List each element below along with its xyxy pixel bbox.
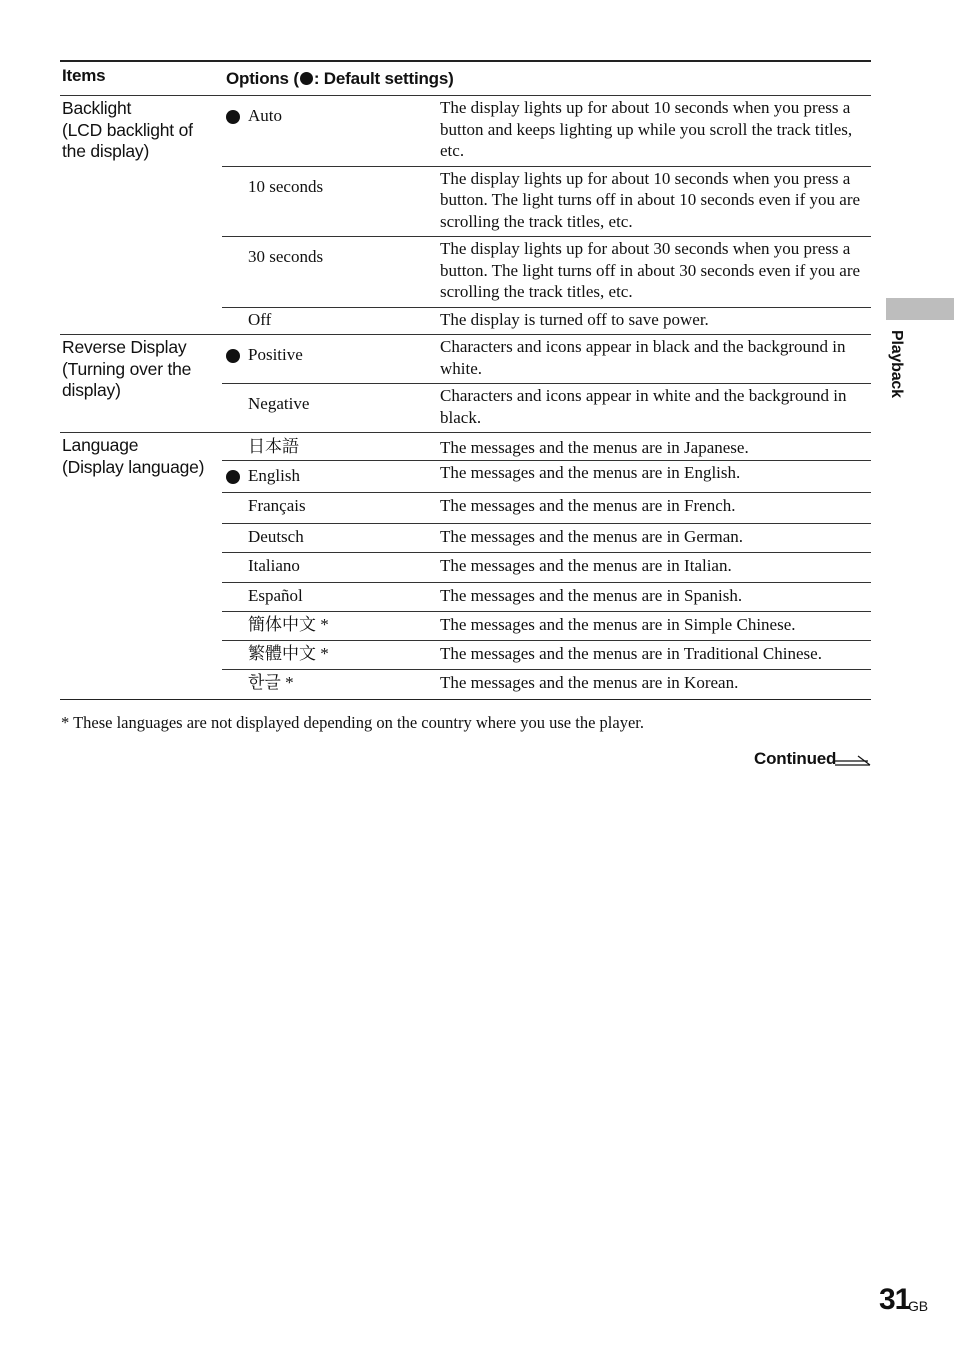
option-name: 10 seconds [248,176,324,196]
option-description: The messages and the menus are in Simple Chinese. [440,615,796,634]
option-name [222,461,440,492]
option-list [222,335,871,432]
side-tab-bar [886,298,954,320]
option-name: Français [248,496,306,515]
setting-label-line: (Turning over the [62,358,192,379]
option-row [222,308,871,335]
header-options [226,69,454,89]
setting-label-line: Reverse Display [62,337,187,357]
option-description: The messages and the menus are in French. [440,496,736,515]
option-name: 日本語 [248,437,299,456]
option-name: Negative [248,394,310,413]
option-row [222,237,871,308]
option-name: 繁體中文 * [248,644,329,663]
setting-label-line: (LCD backlight of [62,119,193,140]
option-description: The messages and the menus are in Italian. [440,556,732,575]
option-name-text: English [248,466,300,485]
option-name-text: Positive [248,345,303,364]
option-name: Italiano [248,556,300,575]
setting-label-line: (Display language) [62,456,205,477]
option-row [222,493,871,524]
header-options-prefix: Options ( [226,69,299,88]
side-tab-label: Playback [888,330,905,398]
option-name: Off [248,309,272,329]
footnote: * These languages are not displayed depending on the country where you use the player. [61,713,644,732]
option-description: The messages and the menus are in Japanese. [440,438,749,457]
option-name: Español [248,586,303,605]
option-row [222,670,871,699]
default-bullet-icon [226,110,240,124]
setting-label-line: Backlight [62,98,132,118]
option-name: 簡体中文 * [248,615,329,634]
default-bullet-icon [226,349,240,363]
setting-group-reverse-display [60,335,871,433]
setting-label [60,96,222,334]
option-row [222,167,871,238]
option-list [222,96,871,334]
setting-label-line: display) [62,380,121,400]
setting-label-line: Language [62,435,139,455]
header-items: Items [62,66,106,85]
option-row [222,384,871,432]
option-row [222,641,871,670]
option-description: The messages and the menus are in Traditional Chinese. [440,644,822,663]
option-description: Characters and icons appear in white and the background in black. [440,386,847,427]
option-row [222,461,871,493]
option-name: 30 seconds [248,247,324,266]
page-suffix: GB [908,1298,928,1314]
setting-label [60,335,222,432]
setting-group-backlight [60,96,871,335]
setting-label [60,433,222,699]
option-row [222,583,871,612]
setting-group-language [60,433,871,699]
right-arrow-icon [834,754,872,768]
option-description: Characters and icons appear in black and the background in white. [440,337,846,378]
option-row [222,524,871,553]
table-header [60,62,871,96]
setting-label-line: the display) [62,141,150,161]
option-name: 한글 * [248,673,294,692]
option-name-text: Auto [248,106,282,125]
settings-table [60,60,871,700]
option-description: The messages and the menus are in Korean. [440,673,739,692]
option-row [222,553,871,583]
option-row [222,433,871,461]
default-marker-icon [300,72,313,85]
option-name [222,96,440,166]
option-row [222,96,871,167]
option-name: Deutsch [248,527,304,546]
option-description: The messages and the menus are in English. [440,463,741,482]
option-description: The display lights up for about 10 seconds when you press a button. The light turns off in about 10 seconds even if you are scrolling the track titles, etc. [440,168,861,231]
option-description: The messages and the menus are in Spanish. [440,586,743,605]
option-description: The messages and the menus are in German. [440,527,744,546]
option-row [222,612,871,641]
continued-label: Continued [754,749,837,768]
option-description: The display is turned off to save power. [440,309,709,329]
header-options-suffix: : Default settings) [313,69,454,88]
option-description: The display lights up for about 10 seconds when you press a button and keeps lighting up while you scroll the track titles, etc. [440,98,853,160]
option-description: The display lights up for about 30 seconds when you press a button. The light turns off in about 30 seconds even if you are scrolling the track titles, etc. [440,239,861,301]
option-list [222,433,871,699]
default-bullet-icon [226,470,240,484]
option-name [222,335,440,383]
option-row [222,335,871,384]
page-number: 31 [879,1283,911,1316]
